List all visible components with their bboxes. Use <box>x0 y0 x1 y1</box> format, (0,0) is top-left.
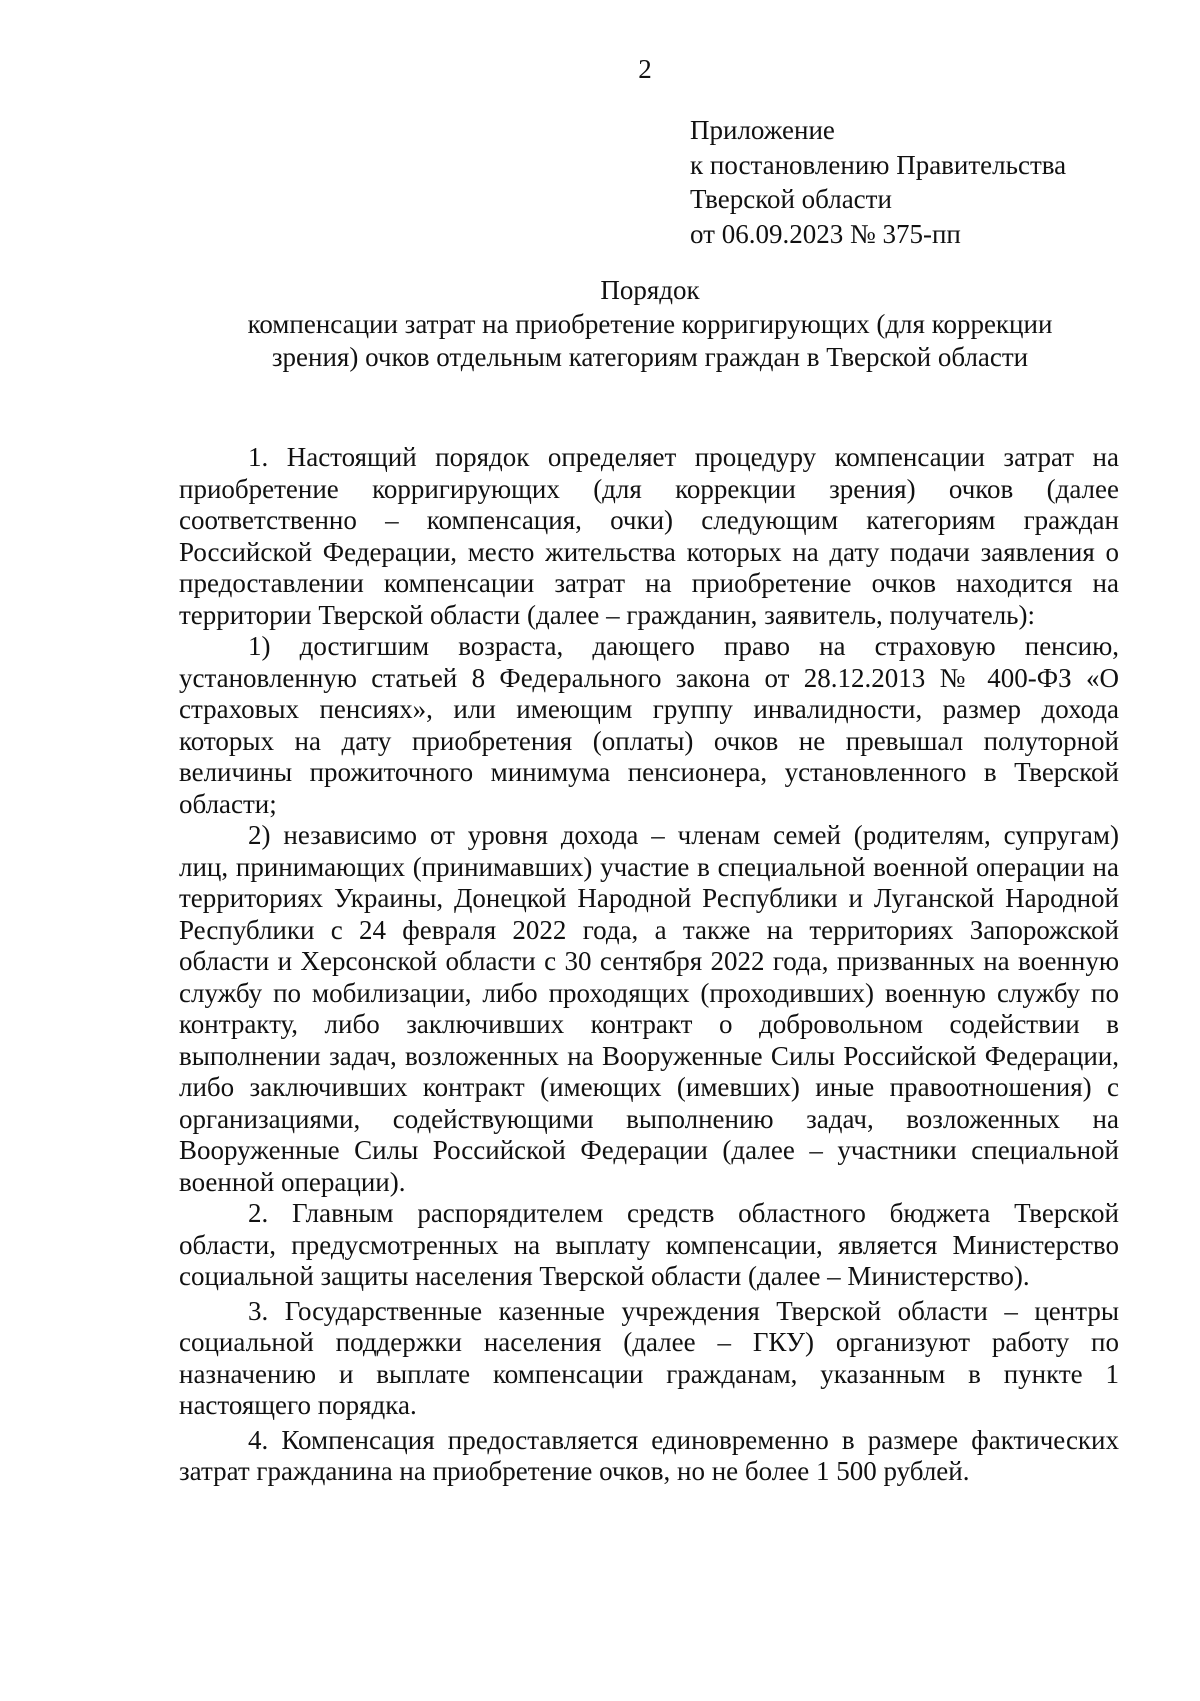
document-body <box>179 442 1119 1488</box>
document-title <box>180 274 1120 375</box>
appendix-line: к постановлению Правительства <box>690 149 1067 180</box>
title-subtitle-line: зрения) очков отдельным категориям граждан в Тверской области <box>271 342 1029 372</box>
paragraph-3: 3. Государственные казенные учреждения Тверской области – центры социальной поддержки населения (далее – ГКУ) организуют работу по назначению и выплате компенсации гражданам, указанным в пункте 1 настоящего порядка. <box>179 1295 1119 1420</box>
appendix-line: от 06.09.2023 № 375-пп <box>690 218 961 249</box>
paragraph-1-item-1: 1) достигшим возраста, дающего право на страховую пенсию, установленную статьей 8 Федерального закона от 28.12.2013 № 400-ФЗ «О страховых пенсиях», или имеющим группу инвалидности, размер дохода которых на дату приобретения (оплаты) очков не превышал полуторной величины прожиточного минимума пенсионера, установленного в Тверской области; <box>179 631 1119 819</box>
paragraph-1: 1. Настоящий порядок определяет процедуру компенсации затрат на приобретение корригирующих (для коррекции зрения) очков (далее соответственно – компенсация, очки) следующим категориям граждан Российской Федерации, место жительства которых на дату подачи заявления о предоставлении компенсации затрат на приобретение очков находится на территории Тверской области (далее – гражданин, заявитель, получатель): <box>179 442 1119 630</box>
paragraph-2: 2. Главным распорядителем средств областного бюджета Тверской области, предусмотренных на выплату компенсации, является Министерство социальной защиты населения Тверской области (далее – Министерство). <box>179 1198 1119 1291</box>
title-subtitle-line: компенсации затрат на приобретение корригирующих (для коррекции <box>247 308 1053 339</box>
page-number: 2 <box>638 54 652 84</box>
title-heading: Порядок <box>600 275 700 305</box>
paragraph-1-item-2: 2) независимо от уровня дохода – членам семей (родителям, супругам) лиц, принимающих (принимавших) участие в специальной военной операции на территориях Украины, Донецкой Народной Республики и Луганской Народной Республики с 24 февраля 2022 года, а также на территориях Запорожской области и Херсонской области с 30 сентября 2022 года, призванных на военную службу по мобилизации, либо проходящих (проходивших) военную службу по контракту, либо заключивших контракт о добровольном содействии в выполнении задач, возложенных на Вооруженные Силы Российской Федерации, либо заключивших контракт (имеющих (имевших) иные правоотношения) с организациями, содействующими выполнению задач, возложенных на Вооруженные Силы Российской Федерации (далее – участники специальной военной операции). <box>179 820 1119 1197</box>
appendix-line: Приложение <box>690 115 835 145</box>
paragraph-4: 4. Компенсация предоставляется единовременно в размере фактических затрат гражданина на приобретение очков, но не более 1 500 рублей. <box>179 1424 1119 1486</box>
appendix-block <box>690 113 1066 251</box>
appendix-line: Тверской области <box>690 184 892 214</box>
